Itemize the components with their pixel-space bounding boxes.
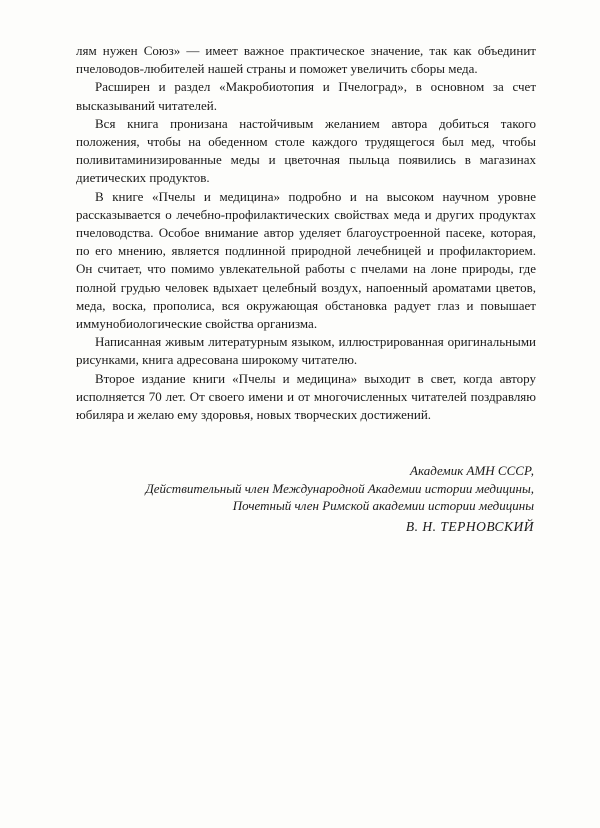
signature-block (54, 462, 534, 535)
body-text (76, 42, 536, 424)
paragraph-author-aim: Вся книга пронизана настойчивым желанием автора добиться такого положения, чтобы на обеденном столе каждого трудящегося был мед, чтобы поливитаминизированные меды и цветочная пыльца появились в магазинах диетических продуктов. (76, 115, 536, 186)
paragraph-macrobiotopia: Расширен и раздел «Макробиотопия и Пчелоград», в основном за счет высказываний читателей. (76, 79, 536, 113)
signature-title-roman: Почетный член Римской академии истории медицины (232, 498, 534, 513)
paragraph-continuation: лям нужен Союз» — имеет важное практическое значение, так как объединит пчеловодов-любителей нашей страны и поможет увеличить сборы меда. (76, 43, 536, 77)
paragraph-language: Написанная живым литературным языком, иллюстрированная оригинальными рисунками, книга адресована широкому читателю. (76, 334, 536, 368)
paragraph-second-edition: Второе издание книги «Пчелы и медицина» выходит в свет, когда автору исполняется 70 лет. От своего имени и от многочисленных читателей поздравляю юбиляра и желаю ему здоровья, новых творческих достижений. (76, 370, 536, 423)
signature-title-academician: Академик АМН СССР, (410, 463, 534, 478)
signature-title-international: Действительный член Международной Академии истории медицины, (145, 480, 534, 496)
paragraph-book-content: В книге «Пчелы и медицина» подробно и на высоком научном уровне рассказывается о лечебно-профилактических свойствах меда и других продуктах пчеловодства. Особое внимание автор уделяет благоустроенной пасеке, которая, по его мнению, является подлинной природной лечебницей и профилакторием. Он считает, что помимо увлекательной работы с пчелами на лоне природы, где полной грудью человек вдыхает целебный воздух, напоенный ароматами цветов, меда, воска, прополиса, вся окружающая обстановка радует глаз и повышает иммунобиологические свойства организма. (76, 188, 536, 332)
signature-name: В. Н. ТЕРНОВСКИЙ (405, 518, 534, 534)
